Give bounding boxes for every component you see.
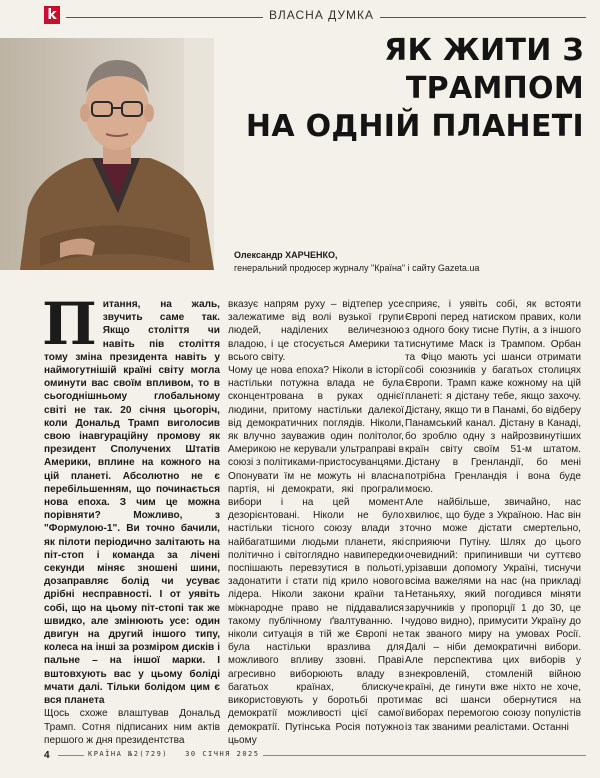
title-line-1: ЯК ЖИТИ З ТРАМПОМ <box>384 33 584 106</box>
author-role: генеральний продюсер журналу "Країна" і сайту Gazeta.ua <box>234 263 480 273</box>
paragraph: Але найбільше, звичайно, нас хвилює, що буде з Україною. Нас він точно може дістати смертельно, сприяючи Путіну. Шлях до цього очевидний: припинивши чи суттєво урізавши допомогу Україні, тиснучи всіма важелями на нас (на прикладі Нетаньяху, який погодився міняти заручників у пропорції 1 до 30, це чудово видно), примусити Україну до так званого миру на умовах Росії. Далі – ніби демократичні вибори. Але перспектива цих виборів у знекровленій, стомленій війною країні, де гинути вже ніхто не хоче, має всі шанси обернутися на виборах перемогою союзу популістів із так званими реалістами. Останні <box>405 497 581 733</box>
author-byline <box>234 249 584 275</box>
page-number: 4 <box>44 750 50 761</box>
footer-issue-info <box>84 750 263 758</box>
article-column-3 <box>405 298 581 738</box>
logo-letter: k <box>47 7 57 23</box>
footer-date: 30 СІЧНЯ 2025 <box>185 750 260 758</box>
article-title <box>204 32 584 146</box>
drop-cap: П <box>42 290 97 358</box>
article-column-2 <box>228 298 404 746</box>
paragraph: вказує напрям руху – відтепер усе залежатиме від волі вузької групи людей, наділених величезною владою, і це стосується Америки та всього світу. <box>228 299 404 363</box>
section-label: ВЛАСНА ДУМКА <box>263 8 380 22</box>
paragraph: Щось схоже влаштував Дональд Трамп. Сотня підписаних ним актів першого ж дня президентства <box>44 708 220 746</box>
magazine-logo <box>44 6 60 24</box>
footer-magazine: КРАЇНА №2(729) <box>88 750 169 758</box>
author-photo <box>0 38 214 270</box>
title-line-2: НА ОДНІЙ ПЛАНЕТІ <box>245 109 584 144</box>
author-name: Олександр ХАРЧЕНКО, <box>234 250 338 260</box>
paragraph: сприяє, і уявіть собі, як встояти Європі перед натиском правих, коли з одного боку тисне Путін, а з іншого тиснутиме Маск із Трампом. Орбан та Фіцо мають усі шанси отримати собі союзників у багатьох столицях Європи. Трамп каже кожному на цій планеті: я дістану тебе, якщо захочу. Дістану, якщо ти в Панамі, бо відберу Панамський канал. Дістану в Канаді, бо зроблю одну з найрозвинутіших країн світу своїм 51-м штатом. Дістану в Гренландії, бо мені потрібна Гренландія і вона буде моєю. <box>405 299 581 495</box>
paragraph: Чому це нова епоха? Ніколи в історії настільки потужна влада не була сконцентрована в руках однієї людини, притому настільки далекої від демократичних поглядів. Ніколи, як влучно зауважив один політолог, Америкою не керували ультраправі в союзі з політиками-пристосуванцями. Опонувати їм не можуть ні власна партія, ні демократи, які програли вибори і на цей момент дезорієнтовані. Ніколи не було настільки тісного союзу влади з найбагатшими людьми планети, які політично і світоглядно навипередки поспішають перевзутися в польоті, задонатити і стати під крило нового лідера. Ніколи закони країни та міжнародне право не піддавалися такому публічному ґвалтуванню. І ніколи ситуація в тій же Європі не була настільки вразлива для можливого впливу ззовні. Праві агресивно виборюють владу в багатьох країнах, блискуче використовують у боротьбі проти демократії можливості цієї самої демократії. Путінська Росія потужно цьому <box>228 365 404 746</box>
lead-paragraph: итання, на жаль, звучить саме так. Якщо століття чи навіть пів століття тому зміна президента навіть у наймогутнішій країні світу могла оминути вас своїм впливом, то в сьогоднішньому глобальному світі не так. 20 січня цьогоріч, коли Дональд Трамп виголосив свою інавгураційну промову як президент Сполучених Штатів Америки, вплине на кожного на цій планеті. Абсолютно не є перебільшенням, що починається нова епоха. З чим це можна порівняти? Можливо, з "Формулою-1". Ви точно бачили, як пілоти періодично залітають на піт-стоп і команда за лічені секунди міняє зношені шини, дозаправляє болід чи усуває дрібні несправності. І от уявіть собі, що на цьому піт-стопі так же швидко, але змінюють усе: один двигун на другий іншого типу, колеса на інші за розміром дисків і пальне – на іншої марки. І вштовхують вас у цьому боліді мчати далі. Тільки болідом цим є вся планета <box>44 299 220 707</box>
article-column-1 <box>42 290 220 746</box>
author-portrait-image <box>0 38 214 270</box>
